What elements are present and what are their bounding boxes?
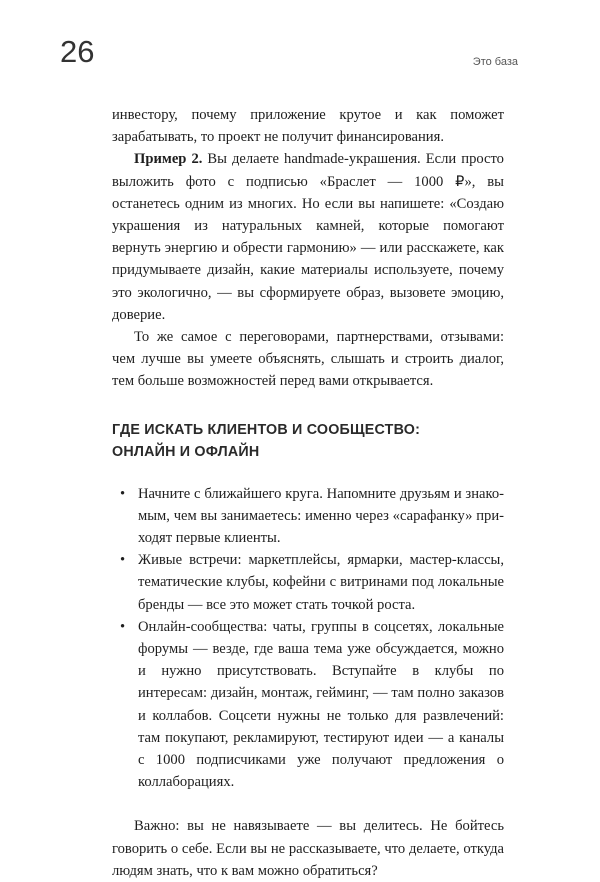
- section-heading-line-1: ГДЕ ИСКАТЬ КЛИЕНТОВ И СООБЩЕСТВО:: [112, 421, 421, 438]
- list-item-text: Живые встречи: маркетплейсы, ярмарки, мастер-классы, тематические клубы, кофейни с витринами под локальные бренды — все это может стать точкой роста.: [138, 552, 504, 613]
- bullet-list: [112, 483, 504, 794]
- section-heading: [112, 419, 504, 463]
- page-body: [112, 104, 504, 882]
- paragraph-intro-continuation: инвестору, почему приложение крутое и как поможет зарабатывать, то проект не получит финансирования.: [112, 107, 504, 146]
- list-item: [112, 616, 504, 794]
- section-heading-line-2: ОНЛАЙН И ОФЛАЙН: [112, 443, 260, 460]
- list-item-text: Начните с ближайшего круга. Напомните друзьям и знакомым, чем вы занимаетесь: именно через «сарафанку» приходят первые клиенты.: [138, 485, 504, 547]
- paragraph-example-2: [112, 148, 504, 326]
- bullet-marker: •: [120, 485, 126, 502]
- running-title: Это база: [472, 56, 518, 68]
- paragraph-negotiations: То же самое с переговорами, партнерствами, отзывами: чем лучше вы умеете объяснять, слышать и строить диалог, тем больше возможностей перед вами открывается.: [112, 329, 504, 390]
- paragraph-important: Важно: вы не навязываете — вы делитесь. Не бойтесь говорить о себе. Если вы не рассказываете, что делаете, откуда людям знать, что к вам можно обратиться?: [112, 818, 504, 879]
- example-2-lead: Пример 2.: [134, 151, 203, 168]
- page-number: 26: [60, 34, 95, 69]
- list-item: [112, 483, 504, 550]
- bullet-marker: •: [120, 618, 126, 635]
- list-item-text: Онлайн-сообщества: чаты, группы в соцсетях, локальные форумы — везде, где ваша тема уже обсуждается, можно и нужно присутствовать. Вступайте в клубы по интересам: дизайн, монтаж, гейминг, — там полно заказов и коллабов. Соцсети нужны не только для развлечений: там покупают, рекламируют, тестируют идеи — а каналы с 1000 подписчиками уже получают предложения о коллаборациях.: [138, 618, 504, 791]
- bullet-marker: •: [120, 552, 126, 569]
- example-2-text: Вы делаете handmade-украшения. Если просто выложить фото с подписью «Браслет — 1000 ₽», вы останетесь одним из многих. Но если вы напишете: «Создаю украшения из натуральных камней, которые помогают вернуть энергию и обрести гармонию» — или расскажете, как придумываете дизайн, какие материалы используете, почему это экологично, — вы сформируете образ, вызовете эмоцию, доверие.: [112, 151, 504, 323]
- list-item: [112, 549, 504, 616]
